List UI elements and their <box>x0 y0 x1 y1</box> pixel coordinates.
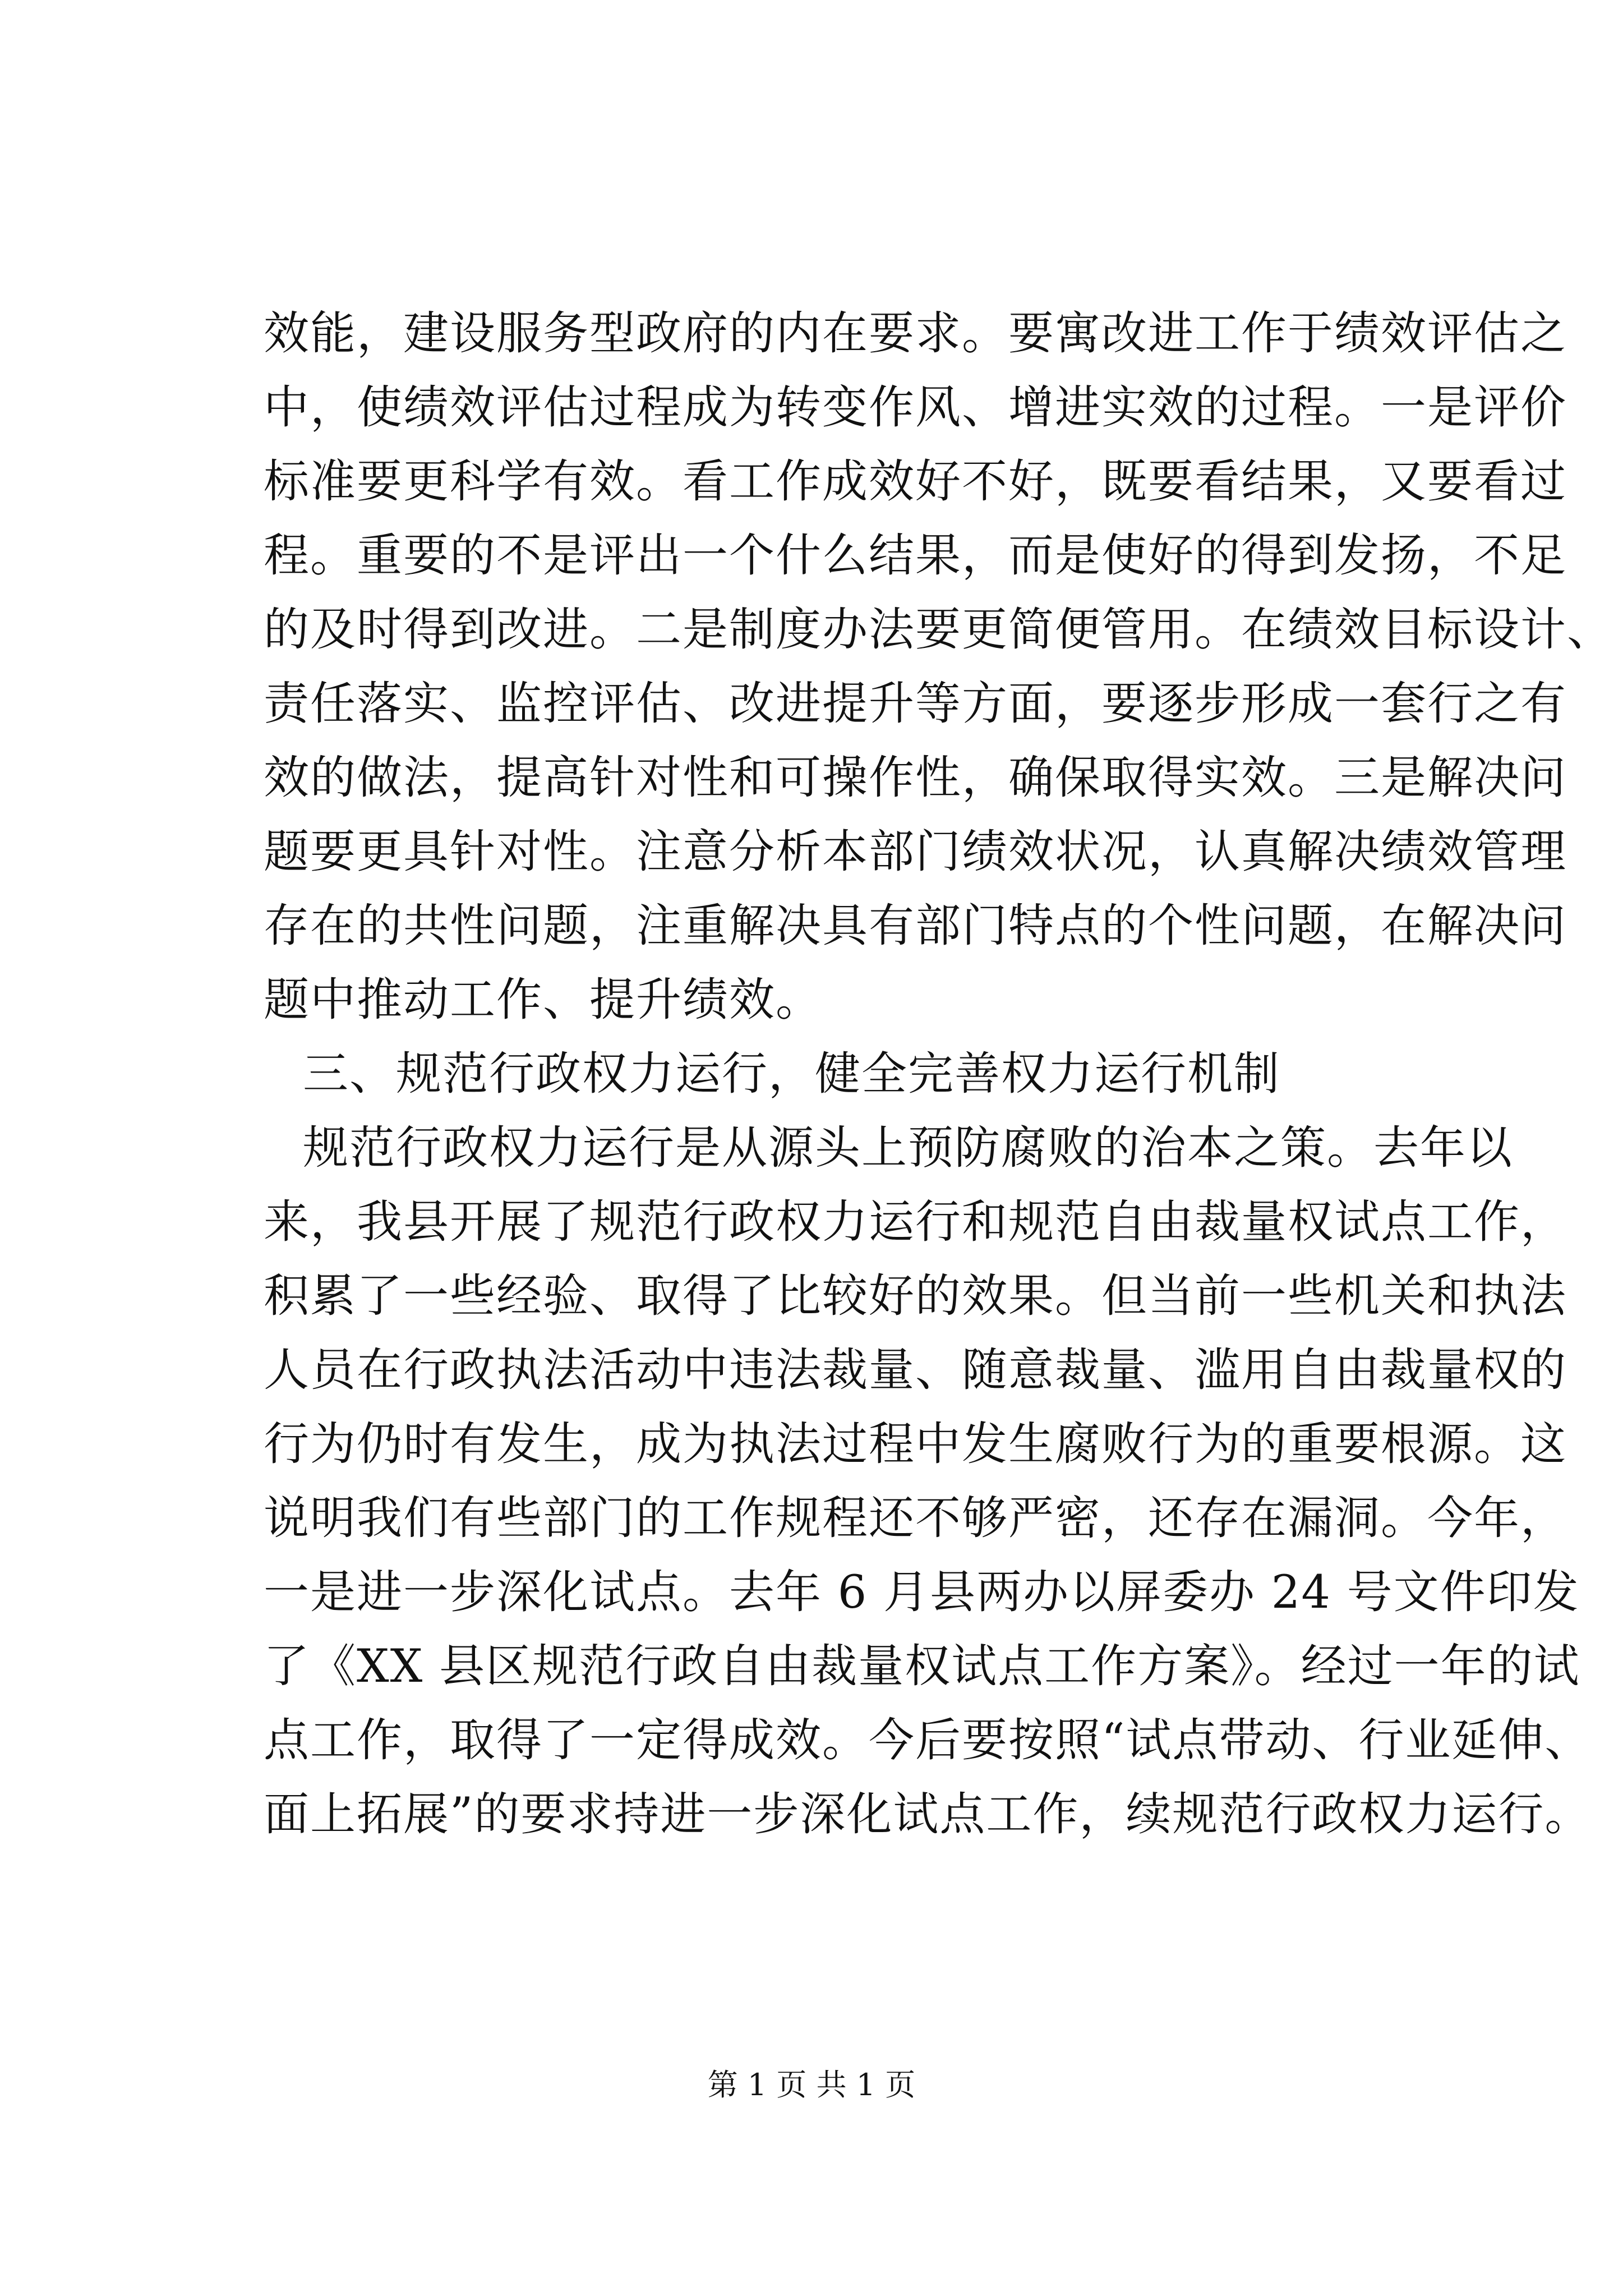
text-line: 责任落实、监控评估、改进提升等方面，要逐步形成一套行之有 <box>264 678 1567 730</box>
text-line: 题要更具针对性。注意分析本部门绩效状况，认真解决绩效管理 <box>264 826 1567 878</box>
page-footer <box>0 2065 1623 2105</box>
text-line: 积累了一些经验、取得了比较好的效果。但当前一些机关和执法 <box>264 1270 1567 1323</box>
text-line: 效能，建设服务型政府的内在要求。要寓改进工作于绩效评估之 <box>264 307 1567 360</box>
text-line: 了《XX 县区规范行政自由裁量权试点工作方案》。经过一年的试 <box>264 1640 1580 1693</box>
text-line: 面上拓展”的要求持进一步深化试点工作，续规范行政权力运行。 <box>264 1788 1592 1841</box>
text-line: 说明我们有些部门的工作规程还不够严密，还存在漏洞。今年， <box>264 1492 1567 1545</box>
text-line: 标准要更科学有效。看工作成效好不好，既要看结果，又要看过 <box>264 455 1567 508</box>
text-line: 人员在行政执法活动中违法裁量、随意裁量、滥用自由裁量权的 <box>264 1344 1567 1397</box>
text-line: 程。重要的不是评出一个什么结果，而是使好的得到发扬，不足 <box>264 530 1567 582</box>
text-line: 规范行政权力运行是从源头上预防腐败的治本之策。去年以 <box>303 1122 1514 1175</box>
text-line: 的及时得到改进。二是制度办法要更简便管用。在绩效目标设计、 <box>264 604 1614 656</box>
text-line: 题中推动工作、提升绩效。 <box>264 974 823 1027</box>
text-line: 一是进一步深化试点。去年 6 月县两办以屏委办 24 号文件印发 <box>264 1566 1580 1619</box>
section-heading: 三、规范行政权力运行，健全完善权力运行机制 <box>303 1048 1281 1101</box>
text-line: 点工作，取得了一定得成效。今后要按照“试点带动、行业延伸、 <box>264 1714 1592 1767</box>
page-number: 第 1 页 共 1 页 <box>707 2067 916 2102</box>
text-line: 来，我县开展了规范行政权力运行和规范自由裁量权试点工作， <box>264 1196 1567 1249</box>
text-line: 行为仍时有发生，成为执法过程中发生腐败行为的重要根源。这 <box>264 1418 1567 1471</box>
text-line: 存在的共性问题，注重解决具有部门特点的个性问题，在解决问 <box>264 900 1567 953</box>
text-line: 中，使绩效评估过程成为转变作风、增进实效的过程。一是评价 <box>264 381 1567 434</box>
text-line: 效的做法，提高针对性和可操作性，确保取得实效。三是解决问 <box>264 752 1567 804</box>
